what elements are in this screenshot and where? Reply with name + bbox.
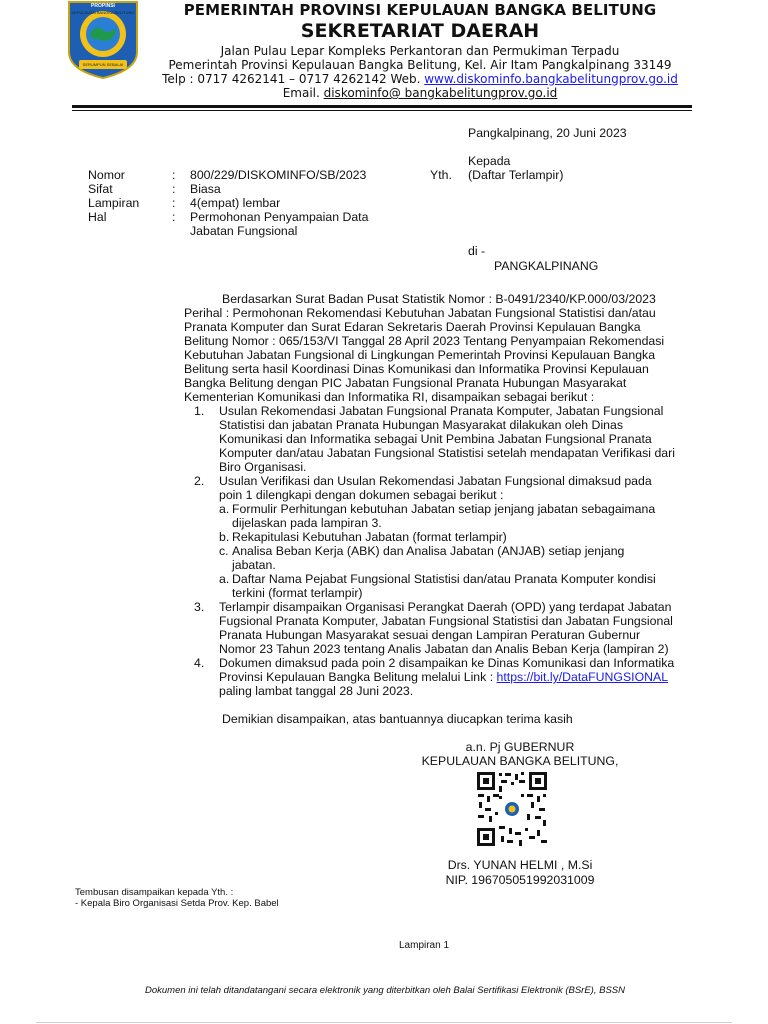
intro-line: Bangka Belitung dengan PIC Jabatan Fungsional Pranata Hubungan Masyarakat — [184, 376, 627, 390]
list-item-line: Pranata Hubungan Masyarakat sesuai dengan Lampiran Peraturan Gubernur — [219, 628, 641, 642]
kop-email-link[interactable]: diskominfo@ bangkabelitungprov.go.id — [323, 86, 558, 100]
list-item-text: Provinsi Kepulauan Bangka Belitung melalui Link : — [219, 670, 497, 684]
body-intro — [184, 292, 694, 306]
signature-nip: NIP. 196705051992031009 — [445, 873, 595, 887]
list-item — [219, 474, 701, 502]
recipient-city: PANGKALPINANG — [494, 259, 599, 273]
list-item-line — [219, 670, 701, 684]
list-item-line: poin 1 dilengkapi dengan dokumen sebagai berikut : — [219, 488, 504, 502]
sub-item — [232, 530, 702, 544]
kop-phone-text: Telp : 0717 4262141 – 0717 4262142 Web. — [162, 72, 425, 86]
list-item-line: Statistisi dan jabatan Pranata Hubungan Masyarakat dilakukan oleh Dinas — [219, 418, 623, 432]
tembusan-item: - Kepala Biro Organisasi Setda Prov. Kep. Babel — [75, 898, 279, 909]
meta-value-hal-cont: Jabatan Fungsional — [190, 224, 298, 238]
meta-sep-nomor: : — [172, 168, 176, 182]
sub-item-mark: c. — [219, 544, 229, 558]
recipient-di: di - — [468, 244, 486, 258]
intro-line: Belitung Nomor : 065/153/VI Tanggal 28 April 2023 Tentang Penyampaian Rekomendasi — [184, 334, 665, 348]
logo-caption-ring: KEPULAUAN BANGKA BELITUNG — [71, 10, 135, 15]
intro-line: Kementerian Komunikasi dan Informatika RI, disampaikan sebagai berikut : — [184, 390, 595, 404]
intro-line: Pranata Komputer dan Surat Edaran Sekretaris Daerah Provinsi Kepulauan Bangka — [184, 320, 641, 334]
recipient-name: (Daftar Terlampir) — [468, 168, 564, 182]
list-item-number: 4. — [194, 656, 205, 670]
list-item-line: Usulan Verifikasi dan Usulan Rekomendasi Jabatan Fungsional dimaksud pada — [219, 474, 652, 488]
sub-item-line: Daftar Nama Pejabat Fungsional Statistisi dan/atau Pranata Komputer kondisi — [232, 572, 656, 586]
list-item-number: 1. — [194, 404, 205, 418]
sub-item-mark: b. — [219, 530, 230, 544]
meta-label-nomor: Nomor — [88, 168, 125, 182]
tembusan-title: Tembusan disampaikan kepada Yth. : — [75, 887, 234, 898]
meta-label-sifat: Sifat — [88, 182, 113, 196]
intro-line: Belitung serta hasil Koordinasi Dinas Komunikasi dan Informatika Provinsi Kepulauan — [184, 362, 649, 376]
logo-banner-text: SERUMPUN SEBALAI — [82, 62, 124, 67]
sub-item — [232, 572, 702, 600]
sub-item-line: jabatan. — [232, 558, 276, 572]
intro-line: Berdasarkan Surat Badan Pusat Statistik Nomor : B-0491/2340/KP.000/03/2023 — [222, 292, 656, 306]
meta-sep-lampiran: : — [172, 196, 176, 210]
kop-address-line1: Jalan Pulau Lepar Kompleks Perkantoran dan Permukiman Terpadu — [220, 44, 620, 58]
list-item-number: 3. — [194, 600, 205, 614]
sub-item-line: Formulir Perhitungan kebutuhan Jabatan setiap jenjang jabatan sebagaimana — [232, 502, 656, 516]
province-logo — [66, 0, 140, 80]
sub-item-line: dijelaskan pada lampiran 3. — [232, 516, 382, 530]
kop-contact-line — [150, 72, 690, 86]
kop-government-name: PEMERINTAH PROVINSI KEPULAUAN BANGKA BELITUNG — [183, 1, 657, 19]
body-intro-cont — [184, 306, 694, 404]
sub-item — [232, 502, 702, 530]
list-item-line: paling lambat tanggal 28 Juni 2023. — [219, 684, 414, 698]
list-item — [219, 600, 701, 656]
list-item-line: Dokumen dimaksud pada poin 2 disampaikan ke Dinas Komunikasi dan Informatika — [219, 656, 675, 670]
kop-email-line — [150, 86, 690, 100]
signature-name: Drs. YUNAN HELMI , M.Si — [447, 858, 593, 872]
qr-code-signature — [475, 770, 549, 848]
sub-item-line: Rekapitulasi Kebutuhan Jabatan (format terlampir) — [232, 530, 507, 544]
meta-value-sifat: Biasa — [190, 182, 221, 196]
sub-item-line: terkini (format terlampir) — [232, 586, 363, 600]
list-item-line: Komputer dan/atau Jabatan Fungsional Statistisi setelah mendapatan Verifikasi dari — [219, 446, 675, 460]
logo-caption-top: PROPINSI — [91, 3, 115, 9]
meta-sep-hal: : — [172, 210, 176, 224]
meta-value-nomor: 800/229/DISKOMINFO/SB/2023 — [190, 168, 367, 182]
list-item-line: Komunikasi dan Informatika sebagai Unit Pembina Jabatan Fungsional Pranata — [219, 432, 652, 446]
sub-item — [232, 544, 702, 572]
list-item-line: Nomor 23 Tahun 2023 tentang Analis Jabatan dan Analis Beban Kerja (lampiran 2) — [219, 642, 669, 656]
meta-value-lampiran: 4(empat) lembar — [190, 196, 281, 210]
sub-item-mark: a. — [219, 572, 230, 586]
recipient-yth: Yth. — [430, 168, 452, 182]
sub-item-mark: a. — [219, 502, 230, 516]
kop-website-link[interactable]: www.diskominfo.bangkabelitungprov.go.id — [424, 72, 678, 86]
meta-value-hal: Permohonan Penyampaian Data — [190, 210, 369, 224]
list-item-line: Fugsional Pranata Komputer, Jabatan Fungsional Statistisi dan Jabatan Fungsional — [219, 614, 673, 628]
kop-rule-thick — [72, 105, 692, 108]
list-item — [219, 656, 701, 698]
place-date: Pangkalpinang, 20 Juni 2023 — [468, 126, 627, 140]
list-item-line: Usulan Rekomendasi Jabatan Fungsional Pranata Komputer, Jabatan Fungsional — [219, 404, 664, 418]
meta-sep-sifat: : — [172, 182, 176, 196]
list-item-line: Biro Organisasi. — [219, 460, 307, 474]
intro-line: Perihal : Permohonan Rekomendasi Kebutuhan Jabatan Fungsional Statistisi dan/atau — [184, 306, 656, 320]
meta-label-hal: Hal — [88, 210, 107, 224]
list-item-number: 2. — [194, 474, 205, 488]
data-fungsional-link[interactable]: https://bit.ly/DataFUNGSIONAL — [496, 670, 669, 684]
intro-line: Kebutuhan Jabatan Fungsional di Lingkungan Pemerintah Provinsi Kepulauan Bangka — [184, 348, 656, 362]
kop-office-name: SEKRETARIAT DAERAH — [300, 20, 540, 42]
sub-item-line: Analisa Beban Kerja (ABK) dan Analisa Jabatan (ANJAB) setiap jenjang — [232, 544, 625, 558]
recipient-kepada: Kepada — [468, 154, 511, 168]
page-label: Lampiran 1 — [398, 940, 450, 951]
list-item — [219, 404, 701, 474]
signature-an: a.n. Pj GUBERNUR — [465, 740, 575, 754]
meta-label-lampiran: Lampiran — [88, 196, 140, 210]
qr-code-graphic — [475, 770, 549, 848]
closing-sentence: Demikian disampaikan, atas bantuannya diucapkan terima kasih — [222, 712, 573, 726]
kop-address-line2: Pemerintah Provinsi Kepulauan Bangka Belitung, Kel. Air Itam Pangkalpinang 33149 — [168, 58, 672, 72]
kop-rule-thin — [72, 110, 692, 111]
signature-office: KEPULAUAN BANGKA BELITUNG, — [421, 754, 619, 768]
bottom-rule — [36, 1022, 732, 1023]
list-item-line: Terlampir disampaikan Organisasi Perangkat Daerah (OPD) yang terdapat Jabatan — [219, 600, 672, 614]
kop-email-label: Email. — [282, 86, 324, 100]
e-signature-footer: Dokumen ini telah ditandatangani secara elektronik yang diterbitkan oleh Balai Sertifikasi Elektronik (BSrE), BSSN — [145, 985, 625, 996]
